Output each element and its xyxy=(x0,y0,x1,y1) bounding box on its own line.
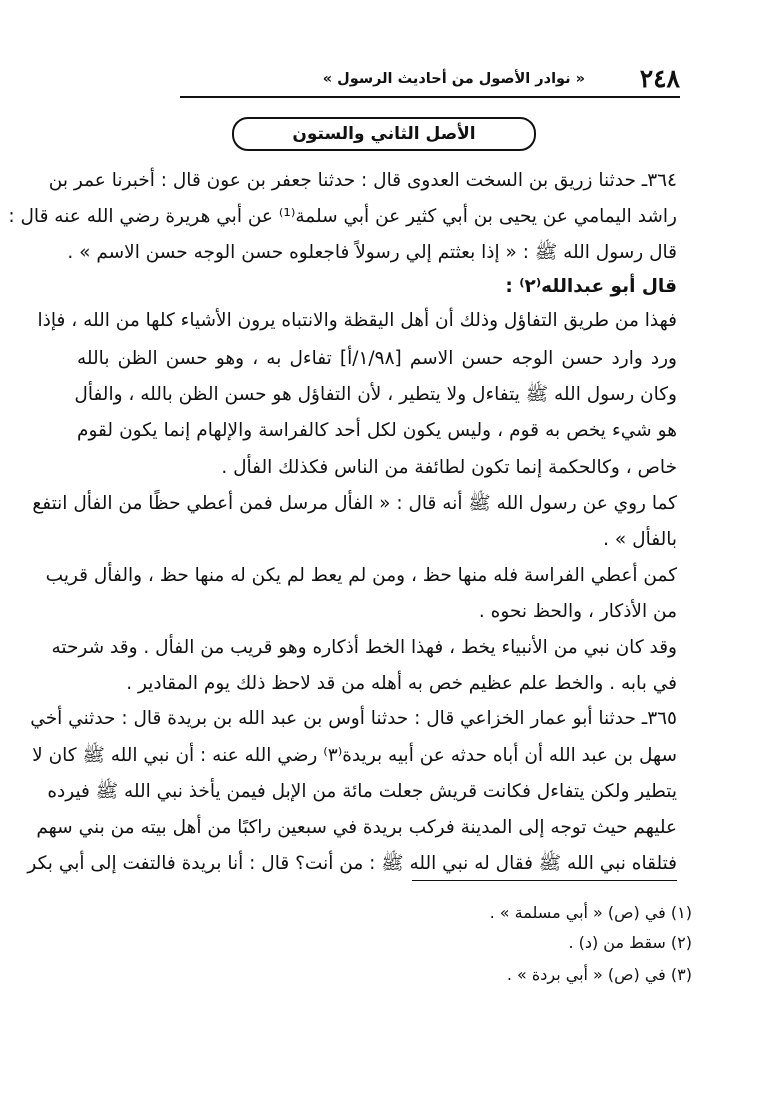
footnote-rule xyxy=(412,880,677,881)
text-line: فتلقاه نبي الله ﷺ فقال له نبي الله ﷺ : من أنت؟ قال : أنا بريدة فالتفت إلى أبي بكر xyxy=(27,853,677,874)
footnote: (٢) سقط من (د) . xyxy=(568,933,692,952)
text-line: ورد وارد حسن الوجه حسن الاسم [١/٩٨/أ] تفاءل به ، وهو حسن الظن بالله xyxy=(77,348,677,369)
text-line: قال أبو عبدالله⁽٢⁾ : xyxy=(505,276,677,297)
footnote: (١) في (ص) « أبي مسلمة » . xyxy=(489,903,692,922)
text-line: خاص ، وكالحكمة إنما تكون لطائفة من الناس فكذلك الفأل . xyxy=(221,457,677,478)
text-line: ٣٦٤ـ حدثنا زريق بن السخت العدوى قال : حدثنا جعفر بن عون قال : أخبرنا عمر بن xyxy=(48,170,677,191)
text-line: سهل بن عبد الله أن أباه حدثه عن أبيه بريدة⁽٣⁾ رضي الله عنه : أن نبي الله ﷺ كان لا xyxy=(32,745,677,766)
text-line: هو شيء يخص به قوم ، وليس يكون لكل أحد كالفراسة والإلهام إنما يكون لقوم xyxy=(77,420,677,441)
text-line: عليهم حيث توجه إلى المدينة فركب بريدة في سبعين راكبًا من أهل بيته من بني سهم xyxy=(36,817,677,838)
text-line: وكان رسول الله ﷺ يتفاءل ولا يتطير ، لأن التفاؤل هو حسن الظن بالله ، والفأل xyxy=(74,384,677,405)
text-line: بالفأل » . xyxy=(603,529,677,550)
header-rule xyxy=(180,96,680,98)
text-line: كما روي عن رسول الله ﷺ أنه قال : « الفأل مرسل فمن أعطي حظًا من الفأل انتفع xyxy=(32,493,677,514)
footnote: (٣) في (ص) « أبي بردة » . xyxy=(506,965,692,984)
text-line: وقد كان نبي من الأنبياء يخط ، فهذا الخط أذكاره وهو قريب من الفأل . وقد شرحته xyxy=(51,637,677,658)
page-number: ٢٤٨ xyxy=(639,64,680,93)
text-line: ٣٦٥ـ حدثنا أبو عمار الخزاعي قال : حدثنا أوس بن عبد الله بن بريدة قال : حدثني أخي xyxy=(30,708,677,729)
running-title: « نوادر الأصول من أحاديث الرسول » xyxy=(322,71,585,87)
chapter-title: الأصل الثاني والستون xyxy=(232,117,536,151)
text-line: من الأذكار ، والحظ نحوه . xyxy=(478,601,677,622)
text-line: راشد اليمامي عن يحيى بن أبي كثير عن أبي سلمة⁽¹⁾ عن أبي هريرة رضي الله عنه قال : xyxy=(8,206,677,227)
page-header xyxy=(180,64,680,94)
text-line: يتطير ولكن يتفاءل فكانت قريش جعلت مائة من الإبل فيمن يأخذ نبي الله ﷺ فيرده xyxy=(47,781,677,802)
text-line: كمن أعطي الفراسة فله منها حظ ، ومن لم يعط لم يكن له منها حظ ، والفأل قريب xyxy=(45,565,677,586)
text-line: في بابه . والخط علم عظيم خص به أهله من قد لاحظ ذلك يوم المقادير . xyxy=(126,673,677,694)
text-line: قال رسول الله ﷺ : « إذا بعثتم إلي رسولاً فاجعلوه حسن الوجه حسن الاسم » . xyxy=(67,242,677,263)
text-line: فهذا من طريق التفاؤل وذلك أن أهل اليقظة والانتباه يرون الأشياء كلها من الله ، فإذا xyxy=(37,310,677,331)
